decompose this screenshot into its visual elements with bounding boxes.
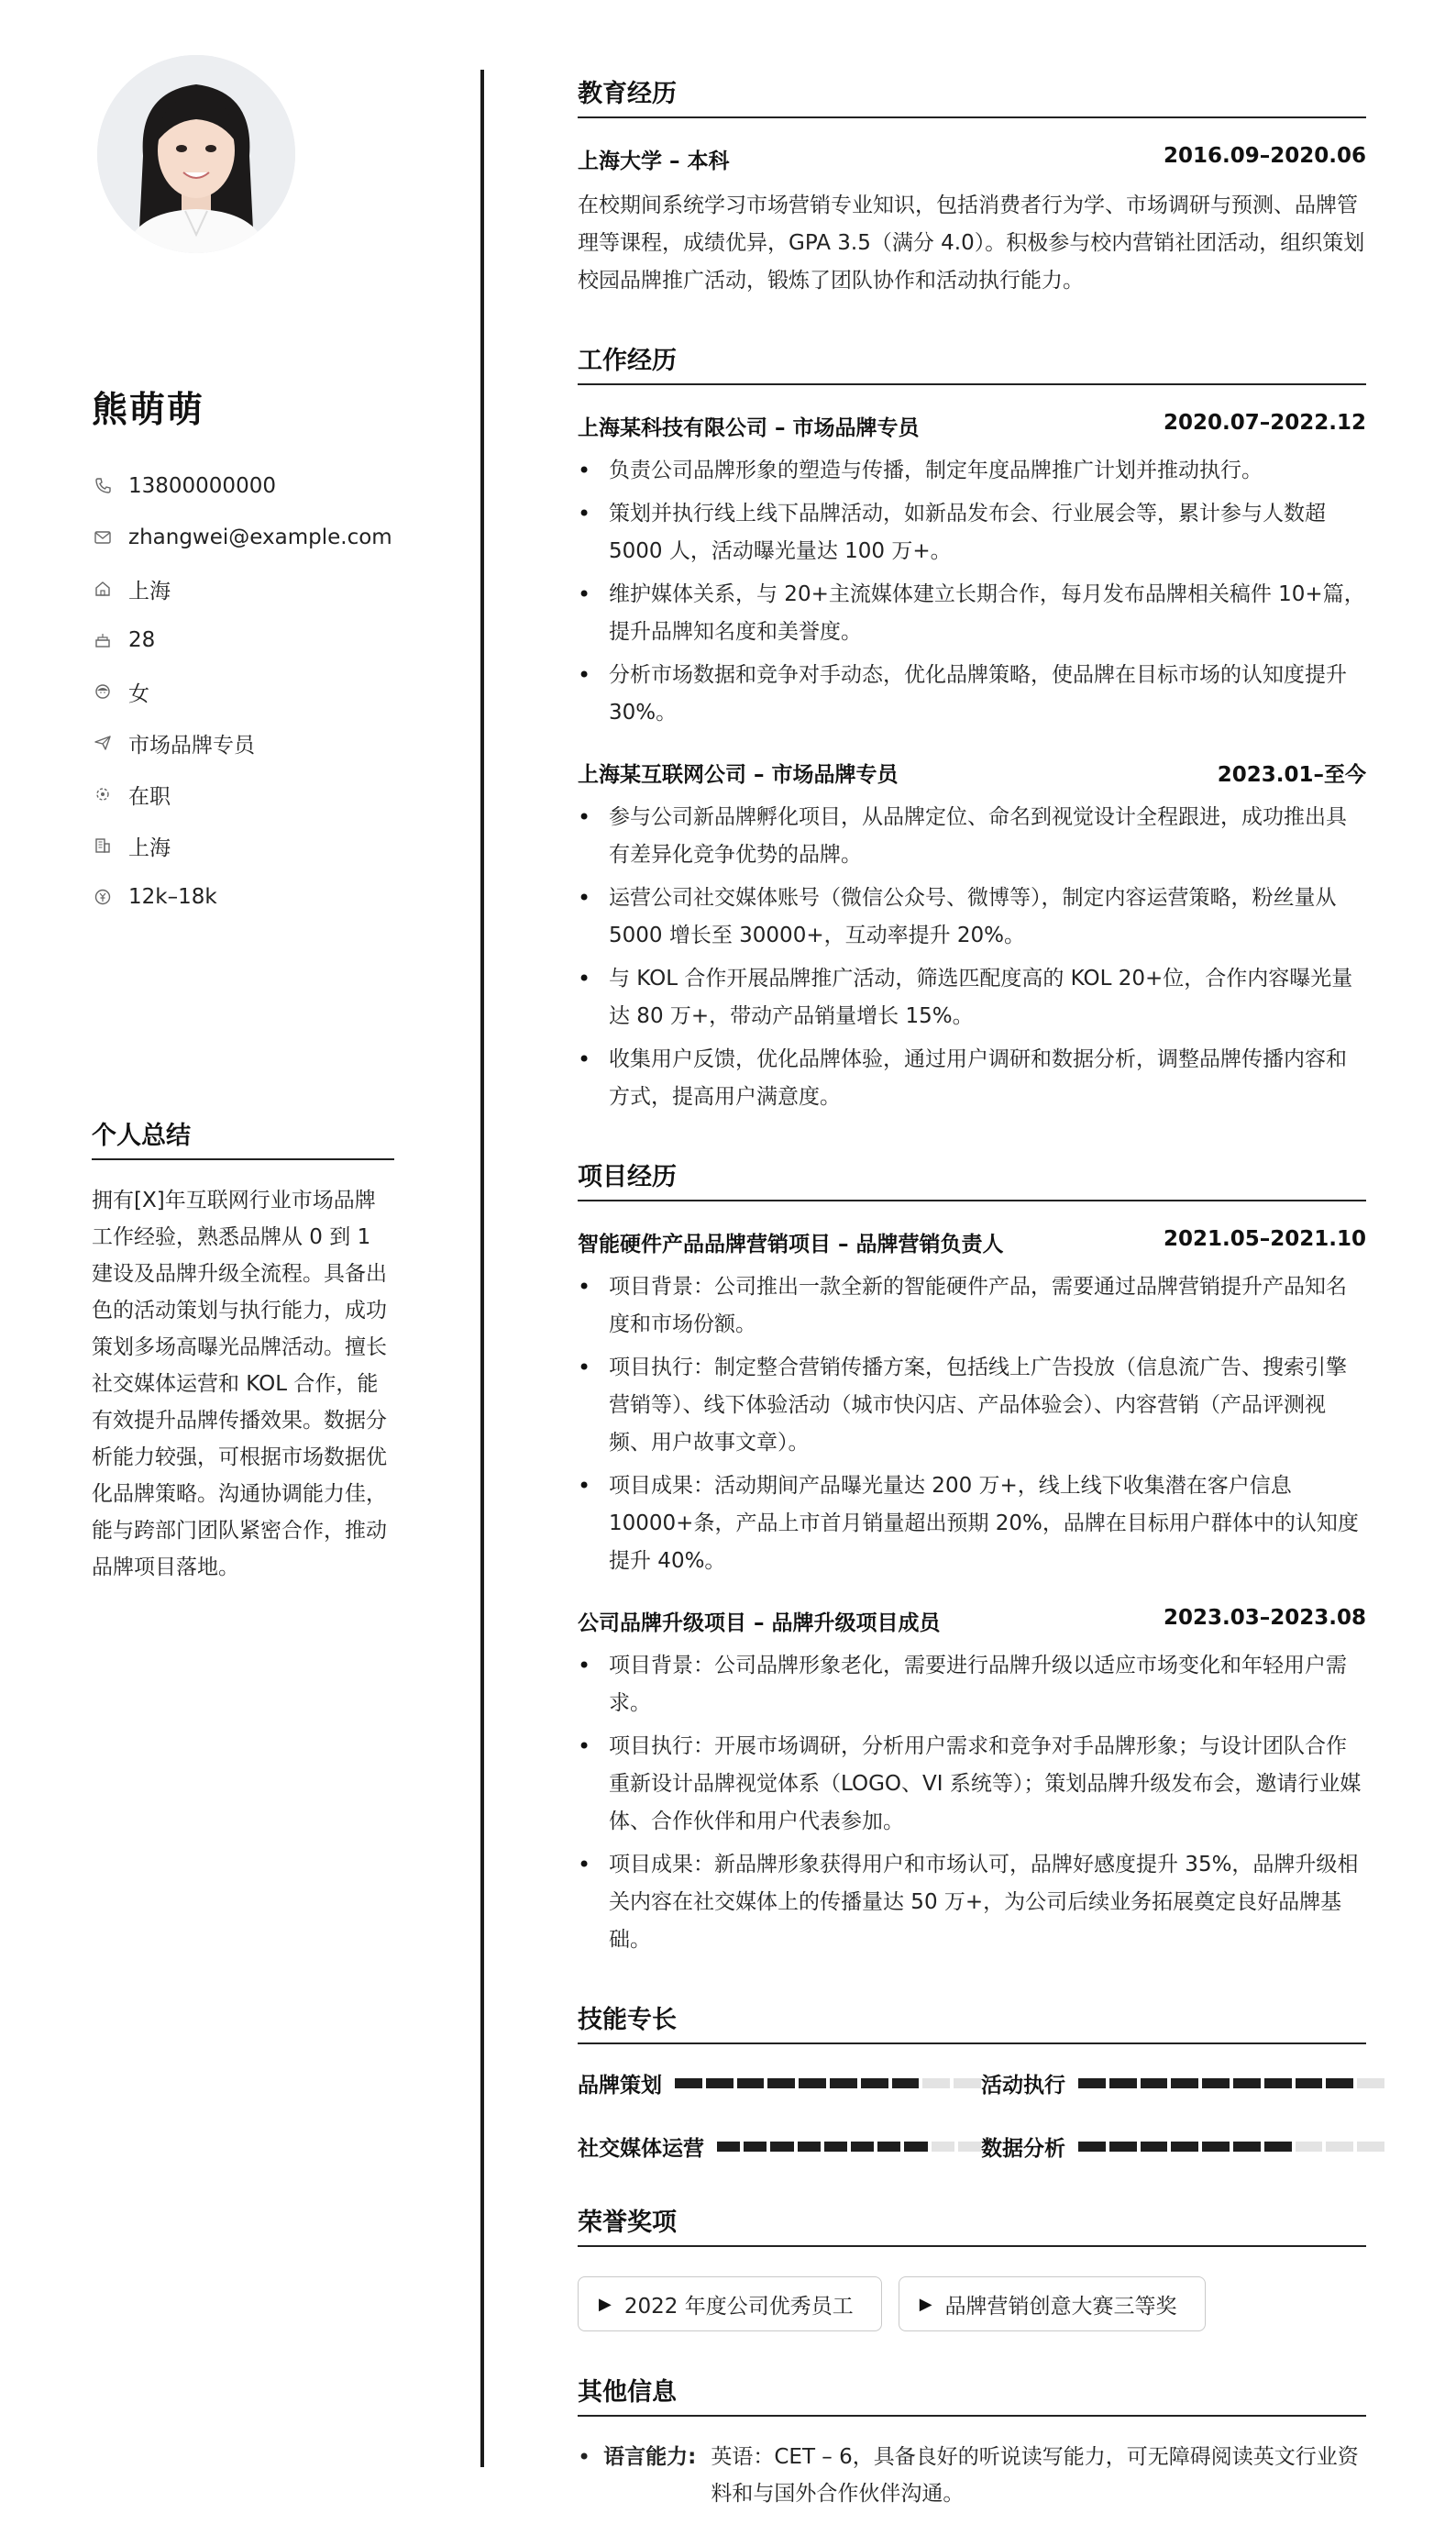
skill-level-segment [1171,2078,1198,2088]
skill-level-segment [958,2142,981,2152]
status-icon [92,783,114,805]
gender-icon [92,681,114,703]
project-period: 2021.05–2021.10 [1163,1227,1366,1251]
skill-level-segment [954,2078,981,2088]
project-name: 智能硬件产品品牌营销项目 – 品牌营销负责人 [578,1233,1004,1256]
awards-list [578,2276,1366,2331]
work-title: 工作经历 [578,340,1366,385]
email-text: zhangwei@example.com [128,526,392,549]
list-item: • 维护媒体关系，与 20+主流媒体建立长期合作，每月发布品牌相关稿件 10+篇，提升品牌知名度和美誉度。 [578,576,1366,651]
info-position [92,717,394,769]
work-entry-head [578,758,1366,788]
list-item: • 分析市场数据和竞争对手动态，优化品牌策略，使品牌在目标市场的认知度提升 30%。 [578,657,1366,732]
list-item: • 与 KOL 合作开展品牌推广活动，筛选匹配度高的 KOL 20+位，合作内容曝光量达 80 万+，带动产品销量增长 15%。 [578,960,1366,1035]
skill-level-segment [1357,2078,1384,2088]
skill-level-bar [1078,2078,1384,2088]
list-item: • 参与公司新品牌孵化项目，从品牌定位、命名到视觉设计全程跟进，成功推出具有差异化竞争优势的品牌。 [578,799,1366,874]
skills-title: 技能专长 [578,1999,1366,2044]
list-item: • 项目执行：制定整合营销传播方案，包括线上广告投放（信息流广告、搜索引擎营销等）、线下体验活动（城市快闪店、产品体验会）、内容营销（产品评测视频、用户故事文章）。 [578,1349,1366,1462]
avatar-portrait-icon [97,55,295,253]
skill-level-segment [744,2142,767,2152]
awards-title: 荣誉奖项 [578,2202,1366,2247]
skill-level-segment [1078,2142,1106,2152]
list-item: • 运营公司社交媒体账号（微信公众号、微博等），制定内容运营策略，粉丝量从 5000 增长至 30000+，互动率提升 20%。 [578,880,1366,955]
salary-icon [92,886,114,908]
education-entry-head [578,144,1366,174]
skill-label: 品牌策划 [578,2074,662,2098]
project-bullets [578,1647,1366,1959]
work-company: 上海某科技有限公司 – 市场品牌专员 [578,416,920,440]
skill-level-bar [675,2078,981,2088]
skill-level-segment [1233,2078,1261,2088]
skill-level-segment [922,2078,950,2088]
column-divider [480,70,484,2467]
list-item: • 负责公司品牌形象的塑造与传播，制定年度品牌推广计划并推动执行。 [578,452,1366,490]
skill-level-segment [798,2142,821,2152]
skill-level-segment [675,2078,702,2088]
info-phone [92,460,394,512]
projects-title: 项目经历 [578,1157,1366,1201]
send-icon [92,732,114,754]
home-icon [92,578,114,600]
work-company: 上海某互联网公司 – 市场品牌专员 [578,763,899,787]
skill-level-segment [1357,2142,1384,2152]
skill-level-segment [1326,2078,1353,2088]
project-entry-head [578,1227,1366,1257]
skill-label: 活动执行 [981,2074,1065,2098]
project-period: 2023.03–2023.08 [1163,1606,1366,1630]
award-label: 品牌营销创意大赛三等奖 [944,2294,1177,2319]
gender-text: 女 [128,681,149,706]
other-item [578,2439,1366,2512]
avatar [97,55,295,253]
age-text: 28 [128,628,156,652]
info-city [92,820,394,871]
info-age [92,614,394,666]
projects-section [578,1157,1366,1959]
skill-level-segment [1202,2142,1230,2152]
other-value: 英语：CET – 6，具备良好的听说读写能力，可无障碍阅读英文行业资料和与国外合作伙伴沟通。 [711,2445,1359,2506]
building-icon [92,835,114,857]
city-text: 上海 [128,836,171,860]
education-title: 教育经历 [578,73,1366,118]
list-item: • 策划并执行线上线下品牌活动，如新品发布会、行业展会等，累计参与人数超 5000 人，活动曝光量达 100 万+。 [578,495,1366,570]
phone-icon [92,475,114,497]
right-column [578,73,1366,2512]
work-bullets [578,799,1366,1116]
email-icon [92,526,114,548]
contact-info-list [92,460,394,923]
school-name: 上海大学 – 本科 [578,149,730,173]
play-triangle-icon: ▶ [919,2294,932,2314]
skill-level-segment [1296,2078,1323,2088]
position-text: 市场品牌专员 [128,733,255,758]
school-period: 2016.09–2020.06 [1163,144,1366,168]
skill-level-segment [1141,2078,1168,2088]
skill-level-segment [1109,2142,1137,2152]
skill-level-segment [1264,2142,1292,2152]
bullet-icon: • [578,2444,591,2470]
status-text: 在职 [128,784,171,809]
skill-level-segment [877,2142,900,2152]
list-item: • 收集用户反馈，优化品牌体验，通过用户调研和数据分析，调整品牌传播内容和方式，提高用户满意度。 [578,1041,1366,1116]
awards-section [578,2202,1366,2331]
skill-label: 社交媒体运营 [578,2137,704,2161]
skill-level-bar [1078,2142,1384,2152]
phone-text: 13800000000 [128,474,276,498]
skill-level-segment [1326,2142,1353,2152]
award-label: 2022 年度公司优秀员工 [623,2294,854,2319]
skill-level-segment [767,2078,795,2088]
skill-level-segment [737,2078,765,2088]
info-email [92,512,394,563]
skill-level-segment [1264,2078,1292,2088]
work-period: 2020.07–2022.12 [1163,411,1366,435]
work-period: 2023.01–至今 [1217,763,1366,787]
skill-level-segment [830,2078,857,2088]
skill-level-segment [770,2142,793,2152]
skills-section [578,1999,1366,2162]
work-section [578,340,1366,1116]
salary-text: 12k–18k [128,885,217,909]
info-location [92,563,394,614]
list-item: • 项目成果：新品牌形象获得用户和市场认可，品牌好感度提升 35%，品牌升级相关内容在社交媒体上的传播量达 50 万+，为公司后续业务拓展奠定良好品牌基础。 [578,1846,1366,1959]
skills-grid [578,2068,1366,2162]
list-item: • 项目背景：公司品牌形象老化，需要进行品牌升级以适应市场变化和年轻用户需求。 [578,1647,1366,1722]
skill-level-segment [706,2078,734,2088]
skill-level-segment [1078,2078,1106,2088]
education-desc: 在校期间系统学习市场营销专业知识，包括消费者行为学、市场调研与预测、品牌管理等课程，成绩优异，GPA 3.5（满分 4.0）。积极参与校内营销社团活动，组织策划校园品牌推广活动，锻炼了团队协作和活动执行能力。 [578,194,1365,293]
skill-level-segment [851,2142,874,2152]
other-key: 语言能力: [603,2445,697,2469]
list-item: • 项目成果：活动期间产品曝光量达 200 万+，线上线下收集潜在客户信息 10000+条，产品上市首月销量超出预期 20%，品牌在目标用户群体中的认知度提升 40%。 [578,1467,1366,1580]
skill-level-segment [892,2078,920,2088]
skill-level-segment [1296,2142,1323,2152]
skill-level-segment [824,2142,847,2152]
play-triangle-icon: ▶ [599,2294,612,2314]
skill-level-segment [932,2142,954,2152]
skill-level-segment [1171,2142,1198,2152]
skill-label: 数据分析 [981,2137,1065,2161]
skill-level-segment [1202,2078,1230,2088]
skill-level-segment [1141,2142,1168,2152]
skill-level-segment [717,2142,740,2152]
other-title: 其他信息 [578,2372,1366,2417]
cake-icon [92,629,114,651]
info-status [92,769,394,820]
skill-level-segment [861,2078,888,2088]
skill-level-segment [799,2078,826,2088]
award-tag [899,2276,1206,2331]
info-salary [92,871,394,923]
skill-level-bar [717,2142,981,2152]
summary-title: 个人总结 [92,1115,394,1160]
skill-item [578,2068,981,2098]
list-item: • 项目执行：开展市场调研，分析用户需求和竞争对手品牌形象；与设计团队合作重新设计品牌视觉体系（LOGO、VI 系统等）；策划品牌升级发布会，邀请行业媒体、合作伙伴和用户代表参加。 [578,1728,1366,1841]
award-tag [578,2276,882,2331]
info-gender [92,666,394,717]
work-entry-head [578,411,1366,441]
project-bullets [578,1268,1366,1580]
project-name: 公司品牌升级项目 – 品牌升级项目成员 [578,1611,941,1635]
work-bullets [578,452,1366,732]
list-item: • 项目背景：公司推出一款全新的智能硬件产品，需要通过品牌营销提升产品知名度和市场份额。 [578,1268,1366,1344]
skill-level-segment [1233,2142,1261,2152]
skill-item [981,2068,1384,2098]
left-column [92,55,394,1586]
skill-level-segment [1109,2078,1137,2088]
candidate-name: 熊萌萌 [92,390,205,431]
summary-text: 拥有[X]年互联网行业市场品牌工作经验，熟悉品牌从 0 到 1 建设及品牌升级全流程。具备出色的活动策划与执行能力，成功策划多场高曝光品牌活动。擅长社交媒体运营和 KOL 合作，能有效提升品牌传播效果。数据分析能力较强，可根据市场数据优化品牌策略。沟通协调能力佳，能与跨部门团队紧密合作，推动品牌项目落地。 [92,1189,387,1579]
other-section [578,2372,1366,2512]
project-entry-head [578,1606,1366,1636]
skill-item [578,2131,981,2162]
education-section [578,73,1366,300]
skill-item [981,2131,1384,2162]
skill-level-segment [904,2142,927,2152]
location-text: 上海 [128,579,171,603]
